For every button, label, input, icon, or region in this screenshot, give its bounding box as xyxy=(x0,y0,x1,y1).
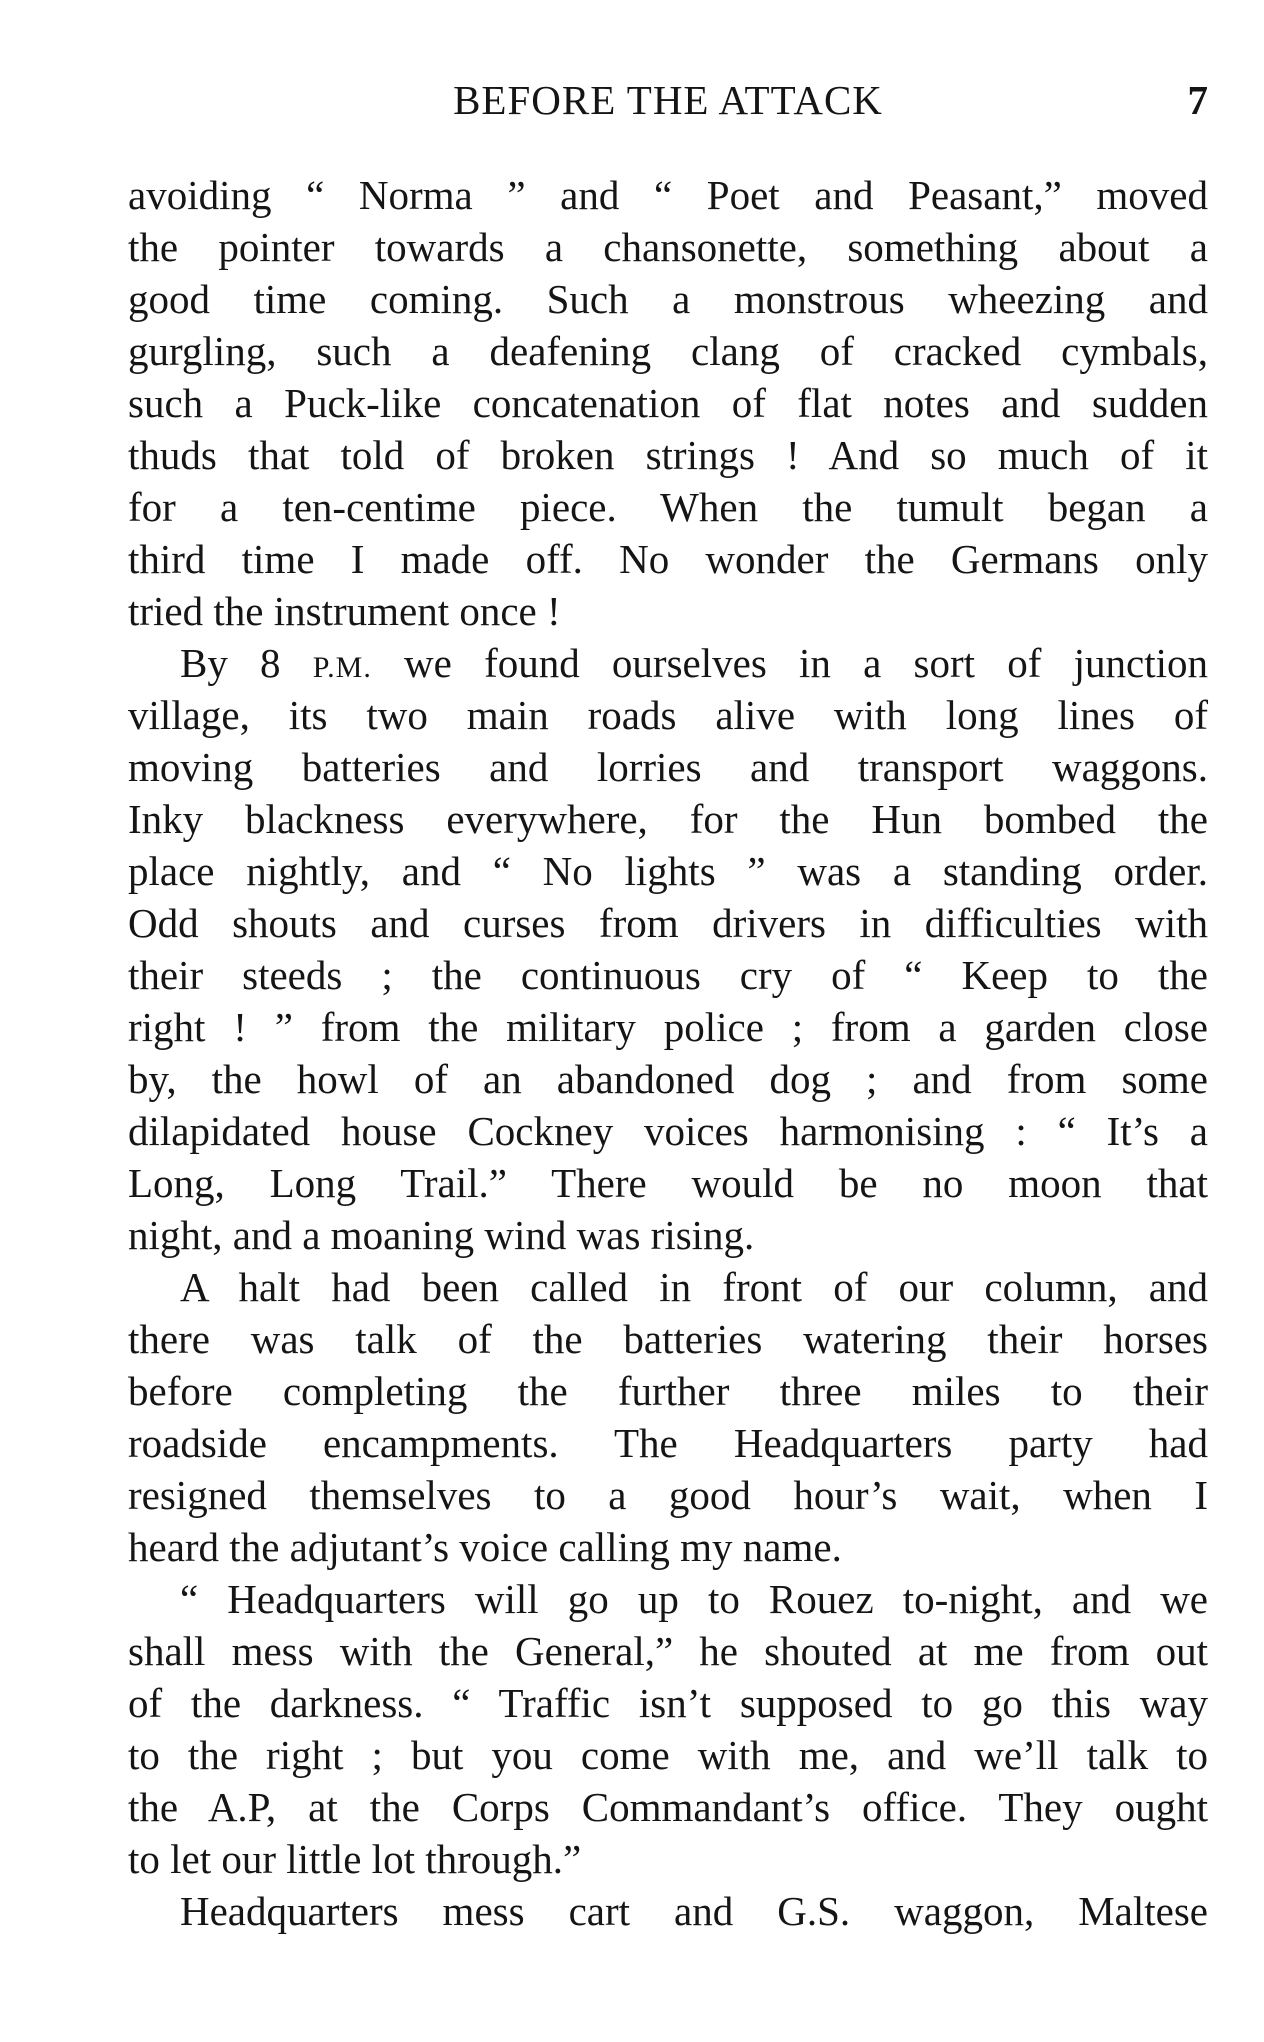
text-line: thuds that told of broken strings ! And so much of it xyxy=(128,432,1208,478)
text-line: good time coming. Such a monstrous wheezing and xyxy=(128,276,1208,322)
text-line: village, its two main roads alive with long lines of xyxy=(128,692,1208,738)
paragraph-end-line: night, and a moaning wind was rising. xyxy=(128,1212,755,1258)
text-line: Inky blackness everywhere, for the Hun bombed the xyxy=(128,796,1208,842)
paragraph-start-line xyxy=(128,637,1208,689)
text-line: by, the howl of an abandoned dog ; and from some xyxy=(128,1056,1208,1102)
page-number: 7 xyxy=(1187,77,1208,123)
text-line: right ! ” from the military police ; from a garden close xyxy=(128,1004,1208,1050)
text-line: dilapidated house Cockney voices harmonising : “ It’s a xyxy=(128,1108,1208,1154)
paragraph-end-line: heard the adjutant’s voice calling my name. xyxy=(128,1524,842,1570)
text-line: such a Puck-like concatenation of flat notes and sudden xyxy=(128,380,1208,426)
line-segment: By 8 xyxy=(180,640,313,686)
text-line: the pointer towards a chansonette, something about a xyxy=(128,224,1208,270)
text-line: to the right ; but you come with me, and we’ll talk to xyxy=(128,1732,1208,1778)
text-line: of the darkness. “ Traffic isn’t supposed to go this way xyxy=(128,1680,1208,1726)
small-caps-time: P.M. xyxy=(312,651,372,684)
text-line: shall mess with the General,” he shouted at me from out xyxy=(128,1628,1208,1674)
body-text xyxy=(128,169,1208,1937)
paragraph-end-line: tried the instrument once ! xyxy=(128,588,561,634)
text-line: Long, Long Trail.” There would be no moon that xyxy=(128,1160,1208,1206)
text-line: moving batteries and lorries and transport waggons. xyxy=(128,744,1208,790)
paragraph-start-line: Headquarters mess cart and G.S. waggon, Maltese xyxy=(180,1888,1208,1934)
paragraph-start-line: “ Headquarters will go up to Rouez to-night, and we xyxy=(180,1576,1208,1622)
text-line: for a ten-centime piece. When the tumult began a xyxy=(128,484,1208,530)
text-line: there was talk of the batteries watering their horses xyxy=(128,1316,1208,1362)
text-line: the A.P, at the Corps Commandant’s office. They ought xyxy=(128,1784,1208,1830)
running-head xyxy=(128,74,1208,126)
text-line: roadside encampments. The Headquarters party had xyxy=(128,1420,1208,1466)
text-line: Odd shouts and curses from drivers in difficulties with xyxy=(128,900,1208,946)
running-title: BEFORE THE ATTACK xyxy=(453,77,883,123)
text-line: gurgling, such a deafening clang of cracked cymbals, xyxy=(128,328,1208,374)
text-line: avoiding “ Norma ” and “ Poet and Peasant,” moved xyxy=(128,172,1208,218)
text-line: before completing the further three miles to their xyxy=(128,1368,1208,1414)
text-line: resigned themselves to a good hour’s wait, when I xyxy=(128,1472,1208,1518)
paragraph-start-line: A halt had been called in front of our column, and xyxy=(180,1264,1208,1310)
line-segment: we found ourselves in a sort of junction xyxy=(371,640,1208,686)
text-line: their steeds ; the continuous cry of “ Keep to the xyxy=(128,952,1208,998)
text-line: place nightly, and “ No lights ” was a standing order. xyxy=(128,848,1208,894)
paragraph-end-line: to let our little lot through.” xyxy=(128,1836,582,1882)
text-line: third time I made off. No wonder the Germans only xyxy=(128,536,1208,582)
